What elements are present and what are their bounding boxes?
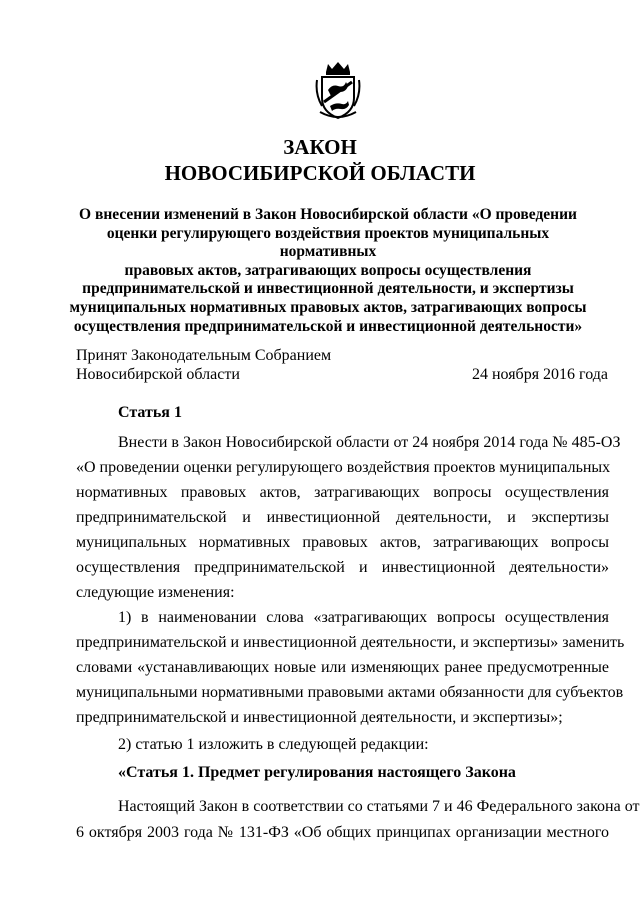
adoption-block bbox=[76, 346, 616, 384]
adoption-date: 24 ноября 2016 года bbox=[471, 366, 608, 383]
body-line: 1) в наименовании слова «затрагивающих вопросы осуществления bbox=[118, 609, 609, 626]
body-line: 2) статью 1 изложить в следующей редакции: bbox=[118, 736, 429, 753]
body-line: предпринимательской и инвестиционной деятельности, и экспертизы» заменить bbox=[76, 634, 625, 651]
subtitle-line: оценки регулирующего воздействия проектов муниципальных нормативных bbox=[106, 224, 550, 261]
adopted-by-line1: Принят Законодательным Собранием bbox=[76, 347, 332, 364]
subtitle-line: предпринимательской и инвестиционной деятельности, и экспертизы bbox=[82, 280, 574, 298]
body-line: предпринимательской и инвестиционной деятельности, и экспертизы bbox=[76, 509, 609, 526]
law-title-line1: ЗАКОН bbox=[283, 135, 357, 159]
body-line: 6 октября 2003 года № 131-ФЗ «Об общих принципах организации местного bbox=[76, 824, 609, 841]
article-1-heading: Статья 1 bbox=[118, 404, 182, 421]
law-title-line2: НОВОСИБИРСКОЙ ОБЛАСТИ bbox=[164, 161, 476, 185]
body-line: муниципальных нормативных правовых актов, затрагивающих вопросы bbox=[76, 534, 609, 551]
law-subtitle bbox=[60, 206, 596, 336]
body-line: осуществления предпринимательской и инвестиционной деятельности» bbox=[76, 559, 609, 576]
subtitle-line: О внесении изменений в Закон Новосибирской области «О проведении bbox=[79, 206, 577, 223]
novosibirsk-coat-of-arms-icon bbox=[314, 60, 362, 120]
body-line: предпринимательской и инвестиционной деятельности, и экспертизы»; bbox=[76, 709, 563, 726]
body-line: словами «устанавливающих новые или изменяющих ранее предусмотренные bbox=[76, 659, 609, 676]
subtitle-line: правовых актов, затрагивающих вопросы осуществления bbox=[124, 261, 532, 279]
body-line: муниципальными нормативными правовыми актами обязанности для субъектов bbox=[76, 684, 624, 701]
subtitle-line: муниципальных нормативных правовых актов, затрагивающих вопросы bbox=[69, 298, 587, 316]
body-line: Внести в Закон Новосибирской области от 24 ноября 2014 года № 485-ОЗ bbox=[118, 434, 621, 451]
subtitle-line: осуществления предпринимательской и инвестиционной деятельности» bbox=[73, 317, 583, 335]
body-line: следующие изменения: bbox=[76, 584, 235, 601]
article-1-new-heading: «Статья 1. Предмет регулирования настоящего Закона bbox=[118, 764, 516, 781]
adopted-by-line2: Новосибирской области bbox=[76, 366, 240, 383]
body-line: «О проведении оценки регулирующего воздействия проектов муниципальных bbox=[76, 459, 611, 476]
body-line: нормативных правовых актов, затрагивающих вопросы осуществления bbox=[76, 484, 609, 501]
body-line: Настоящий Закон в соответствии со статьями 7 и 46 Федерального закона от bbox=[118, 798, 640, 815]
